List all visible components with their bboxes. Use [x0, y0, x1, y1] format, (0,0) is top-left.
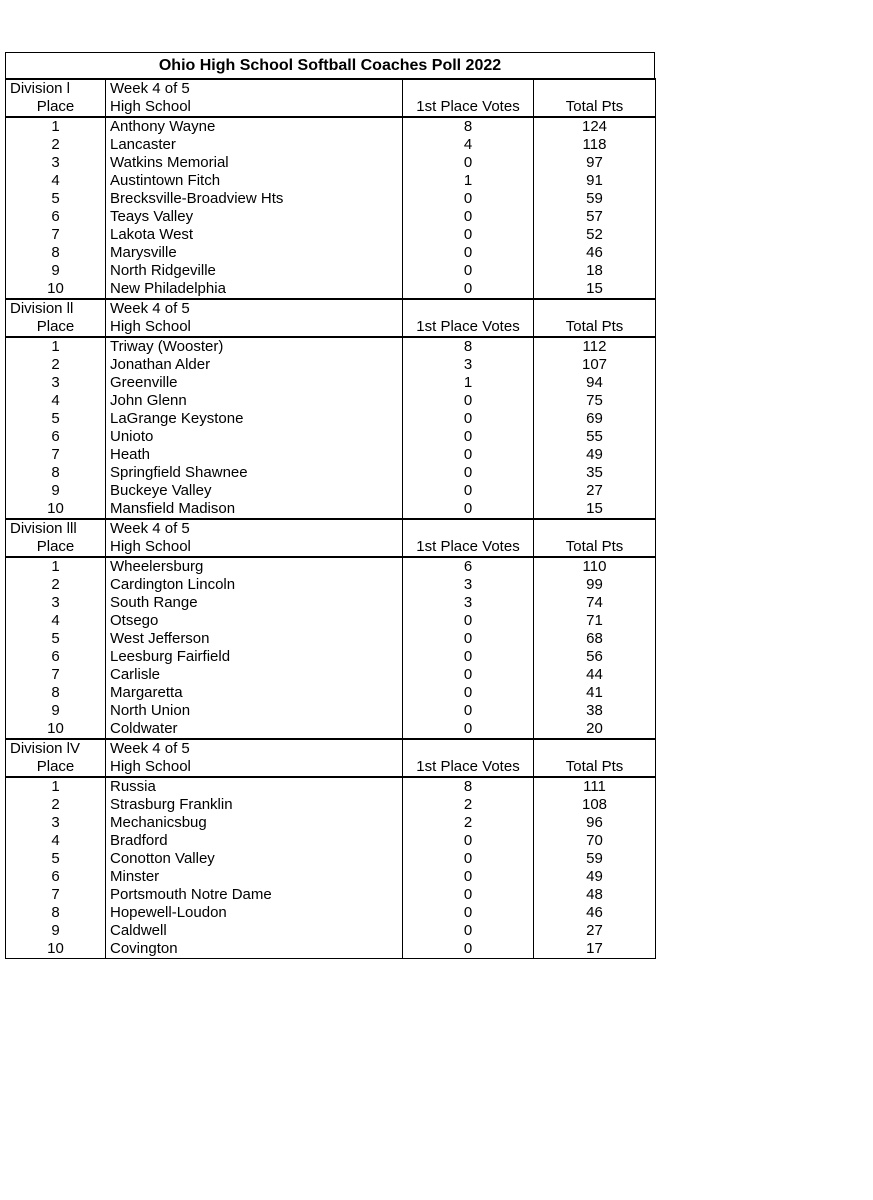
votes-cell: 0	[403, 392, 534, 410]
title-row	[5, 52, 655, 78]
votes-cell: 0	[403, 720, 534, 739]
school-cell: Otsego	[106, 612, 403, 630]
school-cell: Lakota West	[106, 226, 403, 244]
points-cell: 27	[534, 922, 656, 940]
place-cell: 1	[6, 777, 106, 796]
place-cell: 1	[6, 557, 106, 576]
school-cell: Bradford	[106, 832, 403, 850]
votes-cell: 0	[403, 446, 534, 464]
votes-cell: 0	[403, 684, 534, 702]
table-row	[6, 594, 656, 612]
table-row	[6, 482, 656, 500]
votes-cell: 0	[403, 482, 534, 500]
votes-cell: 0	[403, 850, 534, 868]
points-header: Total Pts	[534, 318, 656, 337]
place-cell: 6	[6, 648, 106, 666]
votes-header: 1st Place Votes	[403, 758, 534, 777]
points-header: Total Pts	[534, 538, 656, 557]
votes-cell: 0	[403, 612, 534, 630]
points-cell: 70	[534, 832, 656, 850]
school-cell: Cardington Lincoln	[106, 576, 403, 594]
points-cell: 41	[534, 684, 656, 702]
votes-cell: 0	[403, 666, 534, 684]
division-name: Division l	[6, 79, 106, 98]
points-cell: 46	[534, 904, 656, 922]
points-cell: 27	[534, 482, 656, 500]
empty-cell	[403, 299, 534, 318]
votes-cell: 1	[403, 374, 534, 392]
points-cell: 44	[534, 666, 656, 684]
points-cell: 94	[534, 374, 656, 392]
place-cell: 8	[6, 904, 106, 922]
table-row	[6, 190, 656, 208]
school-cell: Russia	[106, 777, 403, 796]
points-cell: 111	[534, 777, 656, 796]
school-cell: Triway (Wooster)	[106, 337, 403, 356]
school-cell: New Philadelphia	[106, 280, 403, 299]
school-cell: North Union	[106, 702, 403, 720]
votes-header: 1st Place Votes	[403, 538, 534, 557]
points-cell: 35	[534, 464, 656, 482]
points-cell: 107	[534, 356, 656, 374]
table-row	[6, 576, 656, 594]
place-cell: 9	[6, 262, 106, 280]
school-cell: Greenville	[106, 374, 403, 392]
votes-cell: 0	[403, 244, 534, 262]
votes-cell: 4	[403, 136, 534, 154]
votes-cell: 0	[403, 226, 534, 244]
table-row	[6, 446, 656, 464]
points-cell: 91	[534, 172, 656, 190]
votes-cell: 0	[403, 630, 534, 648]
votes-cell: 3	[403, 576, 534, 594]
school-cell: Jonathan Alder	[106, 356, 403, 374]
table-row	[6, 630, 656, 648]
school-cell: North Ridgeville	[106, 262, 403, 280]
place-cell: 3	[6, 594, 106, 612]
points-cell: 57	[534, 208, 656, 226]
place-cell: 10	[6, 720, 106, 739]
points-cell: 59	[534, 850, 656, 868]
table-row	[6, 777, 656, 796]
place-cell: 3	[6, 814, 106, 832]
points-cell: 17	[534, 940, 656, 959]
school-cell: Margaretta	[106, 684, 403, 702]
points-cell: 112	[534, 337, 656, 356]
points-cell: 59	[534, 190, 656, 208]
school-cell: Leesburg Fairfield	[106, 648, 403, 666]
points-cell: 38	[534, 702, 656, 720]
place-cell: 5	[6, 190, 106, 208]
place-cell: 4	[6, 172, 106, 190]
school-header: High School	[106, 318, 403, 337]
school-cell: Anthony Wayne	[106, 117, 403, 136]
place-header: Place	[6, 758, 106, 777]
votes-cell: 6	[403, 557, 534, 576]
place-cell: 9	[6, 482, 106, 500]
table-row	[6, 684, 656, 702]
place-cell: 2	[6, 796, 106, 814]
table-row	[6, 832, 656, 850]
column-header-row	[6, 538, 656, 557]
place-cell: 6	[6, 868, 106, 886]
table-row	[6, 904, 656, 922]
school-header: High School	[106, 758, 403, 777]
empty-cell	[403, 739, 534, 758]
place-cell: 3	[6, 154, 106, 172]
votes-cell: 0	[403, 428, 534, 446]
week-label: Week 4 of 5	[106, 739, 403, 758]
week-label: Week 4 of 5	[106, 299, 403, 318]
division-header-row	[6, 79, 656, 98]
empty-cell	[534, 79, 656, 98]
place-cell: 8	[6, 244, 106, 262]
poll-table-body	[6, 79, 656, 959]
school-cell: Covington	[106, 940, 403, 959]
votes-cell: 1	[403, 172, 534, 190]
week-label: Week 4 of 5	[106, 79, 403, 98]
points-cell: 49	[534, 446, 656, 464]
votes-cell: 0	[403, 410, 534, 428]
place-cell: 6	[6, 208, 106, 226]
votes-cell: 0	[403, 648, 534, 666]
votes-cell: 3	[403, 594, 534, 612]
votes-header: 1st Place Votes	[403, 98, 534, 117]
place-header: Place	[6, 538, 106, 557]
points-cell: 15	[534, 280, 656, 299]
division-header-row	[6, 299, 656, 318]
votes-cell: 8	[403, 117, 534, 136]
place-cell: 5	[6, 850, 106, 868]
points-cell: 68	[534, 630, 656, 648]
table-row	[6, 557, 656, 576]
school-cell: Caldwell	[106, 922, 403, 940]
place-cell: 7	[6, 666, 106, 684]
table-row	[6, 136, 656, 154]
place-cell: 1	[6, 117, 106, 136]
table-row	[6, 886, 656, 904]
votes-cell: 0	[403, 702, 534, 720]
division-header-row	[6, 739, 656, 758]
school-cell: Unioto	[106, 428, 403, 446]
division-name: Division lV	[6, 739, 106, 758]
school-header: High School	[106, 538, 403, 557]
votes-header: 1st Place Votes	[403, 318, 534, 337]
points-cell: 15	[534, 500, 656, 519]
points-cell: 71	[534, 612, 656, 630]
school-cell: John Glenn	[106, 392, 403, 410]
points-cell: 96	[534, 814, 656, 832]
place-cell: 2	[6, 576, 106, 594]
school-cell: Coldwater	[106, 720, 403, 739]
school-cell: Heath	[106, 446, 403, 464]
votes-cell: 8	[403, 777, 534, 796]
place-cell: 10	[6, 940, 106, 959]
school-cell: Brecksville-Broadview Hts	[106, 190, 403, 208]
points-cell: 48	[534, 886, 656, 904]
table-row	[6, 720, 656, 739]
table-row	[6, 356, 656, 374]
points-header: Total Pts	[534, 98, 656, 117]
points-cell: 99	[534, 576, 656, 594]
place-header: Place	[6, 98, 106, 117]
points-cell: 97	[534, 154, 656, 172]
points-cell: 110	[534, 557, 656, 576]
school-cell: Carlisle	[106, 666, 403, 684]
points-header: Total Pts	[534, 758, 656, 777]
empty-cell	[534, 519, 656, 538]
school-cell: Watkins Memorial	[106, 154, 403, 172]
place-cell: 2	[6, 136, 106, 154]
school-cell: Portsmouth Notre Dame	[106, 886, 403, 904]
table-row	[6, 117, 656, 136]
votes-cell: 0	[403, 868, 534, 886]
empty-cell	[534, 299, 656, 318]
points-cell: 46	[534, 244, 656, 262]
poll-table	[5, 78, 656, 959]
votes-cell: 2	[403, 796, 534, 814]
school-cell: Teays Valley	[106, 208, 403, 226]
table-row	[6, 464, 656, 482]
votes-cell: 0	[403, 832, 534, 850]
school-cell: Strasburg Franklin	[106, 796, 403, 814]
points-cell: 108	[534, 796, 656, 814]
place-cell: 5	[6, 630, 106, 648]
division-name: Division lll	[6, 519, 106, 538]
school-cell: LaGrange Keystone	[106, 410, 403, 428]
table-row	[6, 648, 656, 666]
column-header-row	[6, 318, 656, 337]
votes-cell: 0	[403, 464, 534, 482]
points-cell: 55	[534, 428, 656, 446]
table-row	[6, 262, 656, 280]
empty-cell	[403, 79, 534, 98]
table-row	[6, 392, 656, 410]
votes-cell: 0	[403, 262, 534, 280]
place-cell: 8	[6, 464, 106, 482]
school-header: High School	[106, 98, 403, 117]
table-row	[6, 702, 656, 720]
table-row	[6, 280, 656, 299]
place-cell: 7	[6, 446, 106, 464]
place-cell: 4	[6, 832, 106, 850]
school-cell: Austintown Fitch	[106, 172, 403, 190]
place-cell: 6	[6, 428, 106, 446]
school-cell: Hopewell-Loudon	[106, 904, 403, 922]
votes-cell: 0	[403, 500, 534, 519]
votes-cell: 8	[403, 337, 534, 356]
points-cell: 49	[534, 868, 656, 886]
points-cell: 75	[534, 392, 656, 410]
votes-cell: 0	[403, 940, 534, 959]
table-row	[6, 666, 656, 684]
place-cell: 3	[6, 374, 106, 392]
place-cell: 8	[6, 684, 106, 702]
school-cell: Minster	[106, 868, 403, 886]
points-cell: 69	[534, 410, 656, 428]
points-cell: 18	[534, 262, 656, 280]
table-row	[6, 850, 656, 868]
place-cell: 7	[6, 886, 106, 904]
points-cell: 52	[534, 226, 656, 244]
school-cell: Lancaster	[106, 136, 403, 154]
table-row	[6, 208, 656, 226]
empty-cell	[534, 739, 656, 758]
table-row	[6, 814, 656, 832]
points-cell: 20	[534, 720, 656, 739]
school-cell: Mechanicsbug	[106, 814, 403, 832]
votes-cell: 0	[403, 190, 534, 208]
table-row	[6, 940, 656, 959]
table-row	[6, 226, 656, 244]
votes-cell: 2	[403, 814, 534, 832]
place-cell: 9	[6, 702, 106, 720]
school-cell: Buckeye Valley	[106, 482, 403, 500]
table-row	[6, 500, 656, 519]
poll-title: Ohio High School Softball Coaches Poll 2022	[158, 56, 502, 74]
points-cell: 118	[534, 136, 656, 154]
school-cell: South Range	[106, 594, 403, 612]
table-row	[6, 244, 656, 262]
column-header-row	[6, 98, 656, 117]
school-cell: Mansfield Madison	[106, 500, 403, 519]
points-cell: 74	[534, 594, 656, 612]
votes-cell: 0	[403, 922, 534, 940]
votes-cell: 0	[403, 904, 534, 922]
table-row	[6, 154, 656, 172]
place-cell: 5	[6, 410, 106, 428]
table-row	[6, 612, 656, 630]
division-name: Division ll	[6, 299, 106, 318]
table-row	[6, 410, 656, 428]
table-row	[6, 337, 656, 356]
place-cell: 4	[6, 612, 106, 630]
table-row	[6, 868, 656, 886]
points-cell: 124	[534, 117, 656, 136]
school-cell: Conotton Valley	[106, 850, 403, 868]
table-row	[6, 172, 656, 190]
votes-cell: 3	[403, 356, 534, 374]
place-cell: 10	[6, 280, 106, 299]
votes-cell: 0	[403, 886, 534, 904]
table-row	[6, 428, 656, 446]
school-cell: Wheelersburg	[106, 557, 403, 576]
place-cell: 2	[6, 356, 106, 374]
poll-sheet	[5, 52, 655, 959]
place-cell: 10	[6, 500, 106, 519]
points-cell: 56	[534, 648, 656, 666]
division-header-row	[6, 519, 656, 538]
week-label: Week 4 of 5	[106, 519, 403, 538]
school-cell: Springfield Shawnee	[106, 464, 403, 482]
place-header: Place	[6, 318, 106, 337]
place-cell: 4	[6, 392, 106, 410]
empty-cell	[403, 519, 534, 538]
votes-cell: 0	[403, 154, 534, 172]
school-cell: Marysville	[106, 244, 403, 262]
table-row	[6, 374, 656, 392]
table-row	[6, 796, 656, 814]
place-cell: 1	[6, 337, 106, 356]
table-row	[6, 922, 656, 940]
school-cell: West Jefferson	[106, 630, 403, 648]
votes-cell: 0	[403, 208, 534, 226]
place-cell: 9	[6, 922, 106, 940]
votes-cell: 0	[403, 280, 534, 299]
place-cell: 7	[6, 226, 106, 244]
column-header-row	[6, 758, 656, 777]
